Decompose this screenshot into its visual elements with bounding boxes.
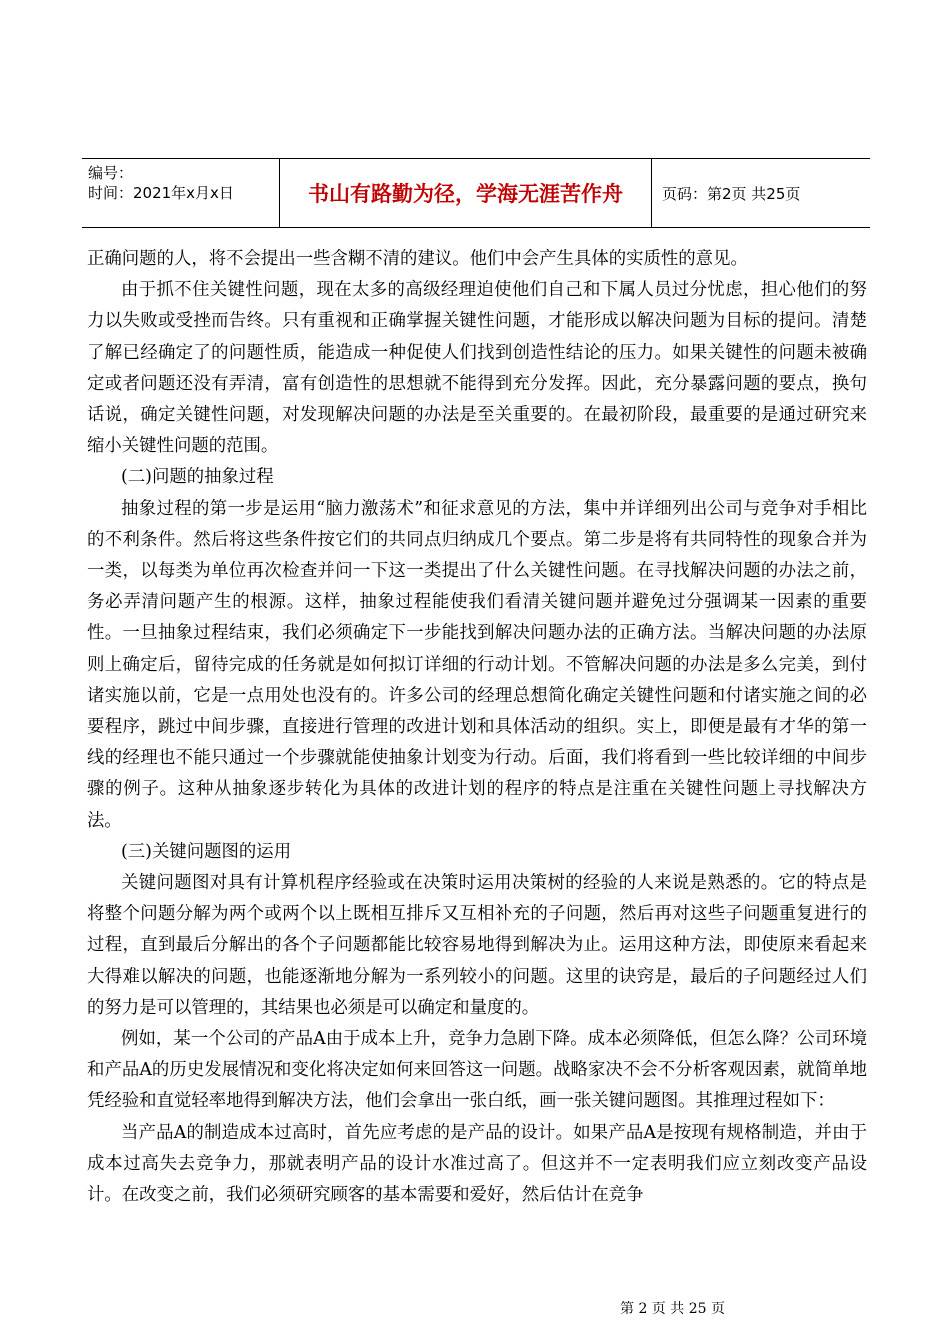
paragraph: 当产品A的制造成本过高时，首先应考虑的是产品的设计。如果产品A是按现有规格制造，并由于成本过高失去竞争力，那就表明产品的设计水准过高了。但这并不一定表明我们应立刻改变产品设计。在改变之前，我们必须研究顾客的基本需要和爱好，然后估计在竞争 (87, 1122, 867, 1206)
document-time-label: 时间：2021年x月x日 (88, 184, 234, 202)
document-body (87, 244, 867, 1211)
paragraph: 由于抓不住关键性问题，现在太多的高级经理迫使他们自己和下属人员过分忧虑，担心他们的努力以失败或受挫而告终。只有重视和正确掌握关键性问题，才能形成以解决问题为目标的提问。清楚了解已经确定了的问题性质，能造成一种促使人们找到创造性结论的压力。如果关键性的问题未被确定或者问题还没有弄清，富有创造性的思想就不能得到充分发挥。因此，充分暴露问题的要点，换句话说，确定关键性问题，对发现解决问题的办法是至关重要的。在最初阶段，最重要的是通过研究来缩小关键性问题的范围。 (87, 280, 867, 457)
header-motto: 书山有路勤为径，学海无涯苦作舟 (280, 159, 652, 227)
section-heading: (三)关键问题图的运用 (121, 841, 292, 862)
document-number-label: 编号： (88, 164, 134, 182)
paragraph: 正确问题的人，将不会提出一些含糊不清的建议。他们中会产生具体的实质性的意见。 (87, 249, 748, 269)
paragraph: 抽象过程的第一步是运用“脑力激荡术”和征求意见的方法，集中并详细列出公司与竞争对手相比的不利条件。然后将这些条件按它们的共同点归纳成几个要点。第二步是将有共同特性的现象合并为一类，以每类为单位再次检查并问一下这一类提出了什么关键性问题。在寻找解决问题的办法之前，务必弄清问题产生的根源。这样，抽象过程能使我们看清关键问题并避免过分强调某一因素的重要性。一旦抽象过程结束，我们必须确定下一步能找到解决问题办法的正确方法。当解决问题的办法原则上确定后，留待完成的任务就是如何拟订详细的行动计划。不管解决问题的办法是多么完美，到付诸实施以前，它是一点用处也没有的。许多公司的经理总想简化确定关键性问题和付诸实施之间的必要程序，跳过中间步骤，直接进行管理的改进计划和具体活动的组织。实上，即便是最有才华的第一线的经理也不能只通过一个步骤就能使抽象计划变为行动。后面，我们将看到一些比较详细的中间步骤的例子。这种从抽象逐步转化为具体的改进计划的程序的特点是注重在关键性问题上寻找解决方法。 (87, 498, 867, 831)
page-footer: 第 2 页 共 25 页 (620, 1301, 725, 1317)
section-heading: (二)问题的抽象过程 (121, 467, 274, 488)
header-meta-cell (82, 159, 280, 227)
paragraph: 关键问题图对具有计算机程序经验或在决策时运用决策树的经验的人来说是熟悉的。它的特点是将整个问题分解为两个或两个以上既相互排斥又互相补充的子问题，然后再对这些子问题重复进行的过程，直到最后分解出的各个子问题都能比较容易地得到解决为止。运用这种方法，即使原来看起来大得难以解决的问题，也能逐渐地分解为一系列较小的问题。这里的诀窍是，最后的子问题经过人们的努力是可以管理的，其结果也必须是可以确定和量度的。 (87, 873, 867, 1018)
header-page-info: 页码：第2页 共25页 (662, 184, 801, 203)
paragraph: 例如，某一个公司的产品A由于成本上升，竞争力急剧下降。成本必须降低，但怎么降？公司环境和产品A的历史发展情况和变化将决定如何来回答这一问题。战略家决不会不分析客观因素，就简单地凭经验和直觉轻率地得到解决方法，他们会拿出一张白纸，画一张关键问题图。其推理过程如下： (87, 1029, 867, 1112)
document-header (82, 158, 870, 228)
